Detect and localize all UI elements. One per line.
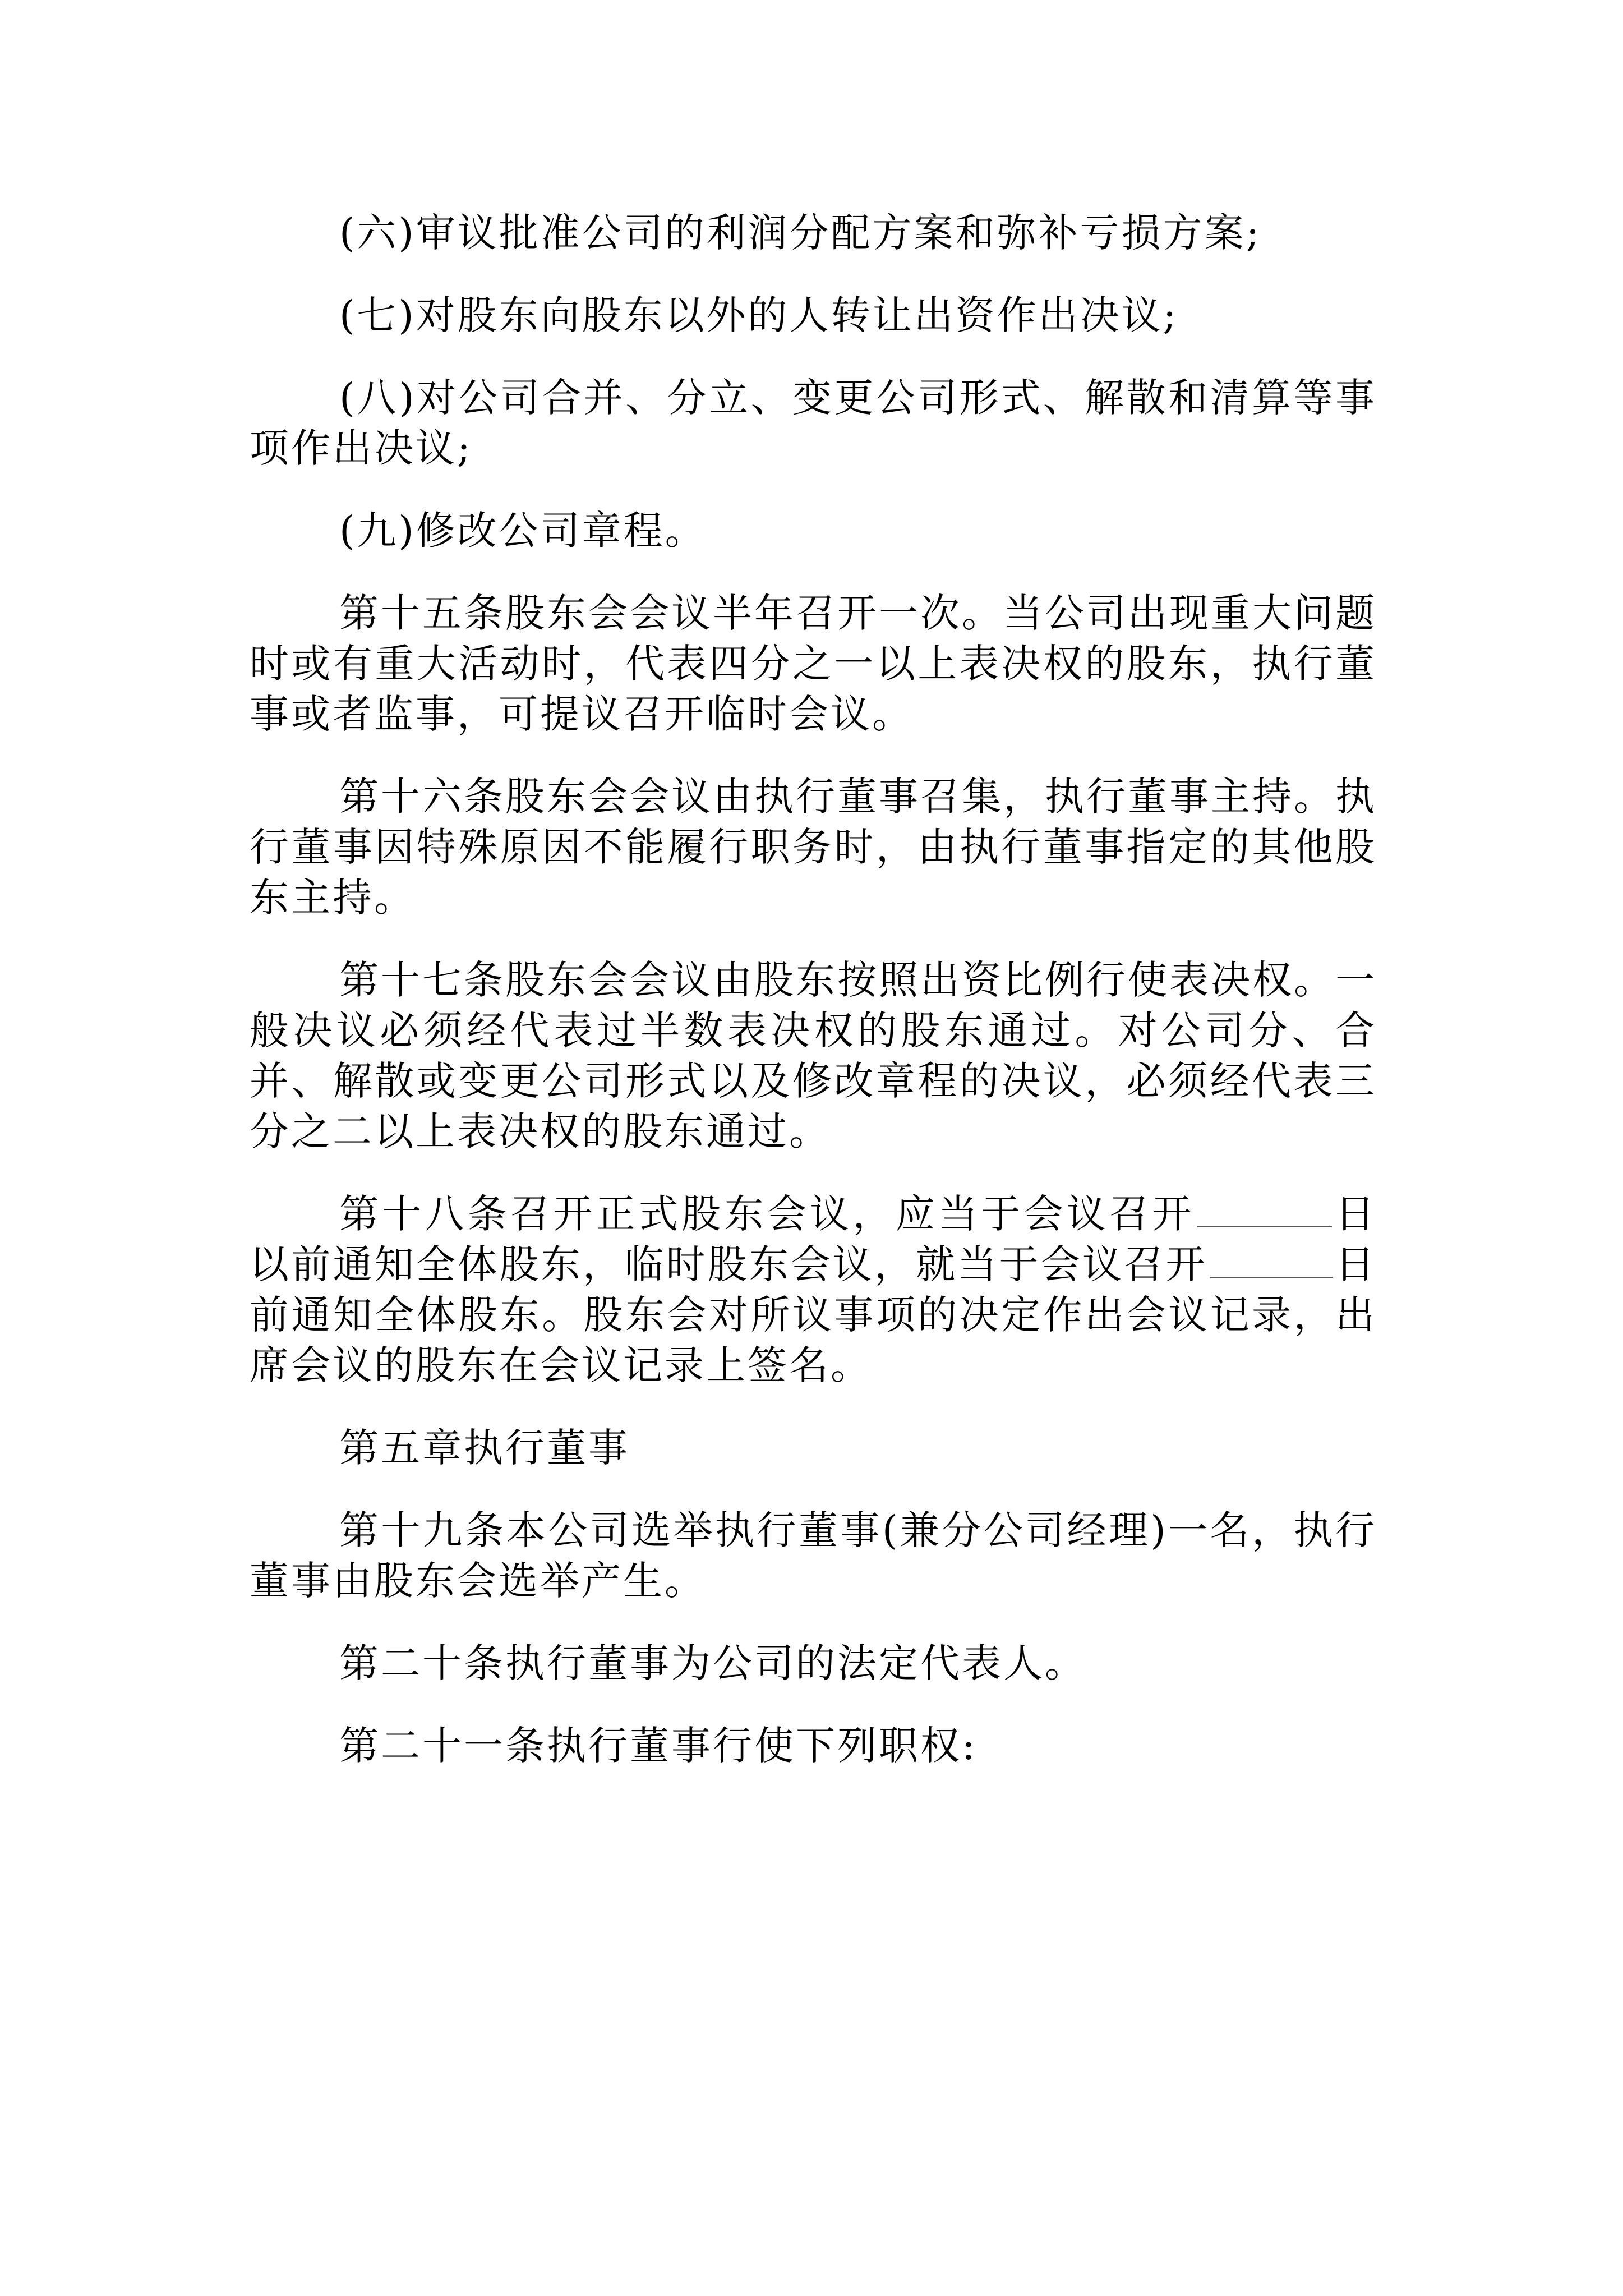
clause-item-9: (九)修改公司章程。 xyxy=(339,508,707,554)
article-16-paragraph: 第十六条股东会会议由执行董事召集，执行董事主持。执行董事因特殊原因不能履行职务时，由执行董事指定的其他股东主持。 xyxy=(250,774,1377,921)
chapter-5-heading: 第五章执行董事 xyxy=(339,1425,630,1471)
document-body xyxy=(250,208,1377,1803)
article-18-text-1: 第十八条召开正式股东会议，应当于会议召开 xyxy=(339,1191,1195,1237)
article-17-paragraph: 第十七条股东会会议由股东按照出资比例行使表决权。一般决议必须经代表过半数表决权的股东通过。对公司分、合并、解散或变更公司形式以及修改章程的决议，必须经代表三分之二以上表决权的股东通过。 xyxy=(250,957,1377,1154)
clause-item-6: (六)审议批准公司的利润分配方案和弥补亏损方案; xyxy=(339,210,1262,256)
clause-item-7: (七)对股东向股东以外的人转让出资作出决议; xyxy=(339,292,1179,338)
article-18-text-2: 日以前通知全体股东，临时股东会议，就当于会议召开 xyxy=(250,1191,1377,1287)
article-21-paragraph: 第二十一条执行董事行使下列职权: xyxy=(339,1723,978,1769)
article-20-paragraph: 第二十条执行董事为公司的法定代表人。 xyxy=(339,1640,1086,1686)
article-18-paragraph xyxy=(250,1189,1377,1391)
article-19-paragraph: 第十九条本公司选举执行董事(兼分公司经理)一名，执行董事由股东会选举产生。 xyxy=(250,1507,1377,1604)
temporary-notice-days-blank[interactable] xyxy=(1210,1242,1333,1278)
clause-item-8: (八)对公司合并、分立、变更公司形式、解散和清算等事项作出决议; xyxy=(250,375,1377,471)
notice-days-blank[interactable] xyxy=(1197,1191,1332,1227)
article-15-paragraph: 第十五条股东会会议半年召开一次。当公司出现重大问题时或有重大活动时，代表四分之一以上表决权的股东，执行董事或者监事，可提议召开临时会议。 xyxy=(250,590,1377,737)
article-18-text-3: 日前通知全体股东。股东会对所议事项的决定作出会议记录，出席会议的股东在会议记录上签名。 xyxy=(250,1241,1377,1388)
